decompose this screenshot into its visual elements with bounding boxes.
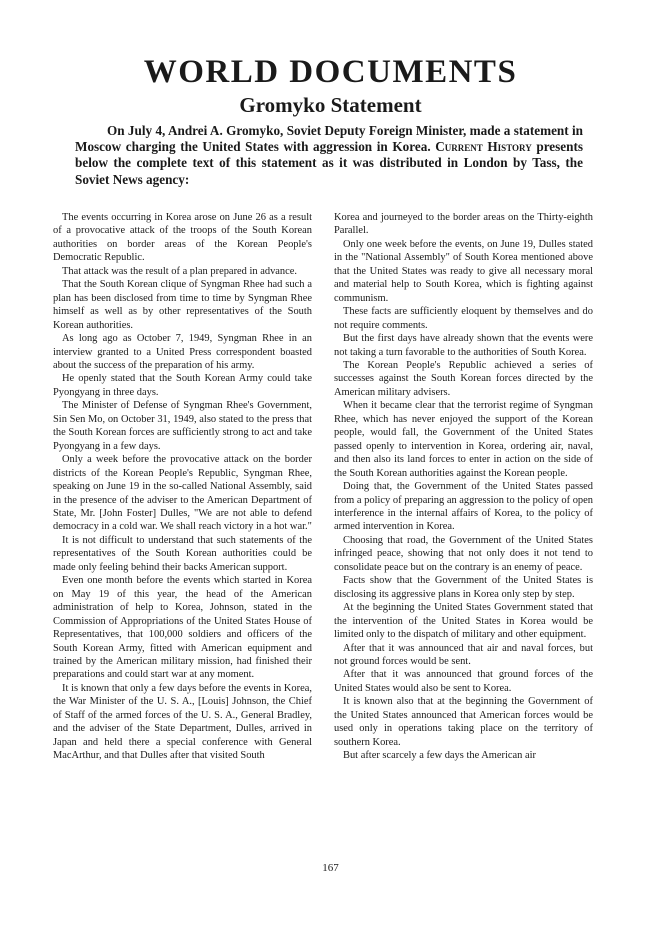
paragraph: Only a week before the provocative attack on the border districts of the Korean People's Republic, Syngman Rhee, speaking on June 19 in the so-called National Assembly, said in the presence of the adviser to the American Department of State, Mr. [John Foster] Dulles, "We are not able to defend democracy in a cold war. We shall reach victory in a hot war." xyxy=(53,454,312,533)
intro-text-part2: presents below the complete text of this statement as it was distributed in London by Tass, the Soviet News agency: xyxy=(75,139,584,187)
paragraph: The Korean People's Republic achieved a series of successes against the South Korean forces directed by the American military advisers. xyxy=(334,359,593,398)
paragraph: It is known that only a few days before the events in Korea, the War Minister of the U. S. A., [Louis] Johnson, the Chief of Staff of the armed forces of the U. S. A., General Bradley, and the adviser of the State Department, Dulles, arrived in Japan and held there a special conference with General MacArthur, and that Dulles after that visited South xyxy=(53,682,312,762)
paragraph: That attack was the result of a plan prepared in advance. xyxy=(62,265,298,277)
document-title: Gromyko Statement xyxy=(239,93,422,117)
paragraph: Even one month before the events which started in Korea on May 19 of this year, the head of the American administration of help to Korea, Johnson, stated in the Commission of Appropriations of the United States House of Representatives, that 100,000 soldiers and officers of the South Korean Army, fitted with American equipment and trained by the American military mission, had finished their preparations and could start war at any moment. xyxy=(53,575,312,681)
paragraph: As long ago as October 7, 1949, Syngman Rhee in an interview granted to a United Press correspondent boasted about the success of the preparation of his army. xyxy=(53,333,312,371)
section-title: WORLD DOCUMENTS xyxy=(143,54,518,90)
right-column xyxy=(334,211,593,763)
paragraph: It is not difficult to understand that such statements of the representatives of the South Korean authorities could be made only feeling behind their backs American support. xyxy=(53,534,312,573)
page-number: 167 xyxy=(322,862,339,874)
paragraph: When it became clear that the terrorist regime of Syngman Rhee, which has never enjoyed the support of the Korean people, would fall, the Government of the United States passed openly to intervention in Korea, ordering air, naval, and then also its land forces to enter in action on the side of the South Korean authorities against the Korean people. xyxy=(334,400,593,479)
paragraph: After that it was announced that ground forces of the United States would also be sent to Korea. xyxy=(334,669,593,694)
paragraph: Doing that, the Government of the United States passed from a policy of preparing an aggression to the policy of open interference in the internal affairs of Korea, to the policy of armed intervention in Korea. xyxy=(334,481,593,533)
paragraph: Only one week before the events, on June 19, Dulles stated in the "National Assembly" of South Korea mentioned above that the United States was ready to give all necessary moral and material help to South Korea, which is fighting against communism. xyxy=(334,238,593,304)
paragraph: After that it was announced that air and naval forces, but not ground forces would be sent. xyxy=(334,642,593,667)
paragraph: Facts show that the Government of the United States is disclosing its aggressive plans in Korea only step by step. xyxy=(334,575,593,600)
paragraph: That the South Korean clique of Syngman Rhee had such a plan has been disclosed from time to time by Syngman Rhee himself as well as by other representatives of the South Korean authorities. xyxy=(53,279,312,331)
paragraph: These facts are sufficiently eloquent by themselves and do not require comments. xyxy=(334,306,593,331)
paragraph: The events occurring in Korea arose on June 26 as a result of a provocative attack of the troops of the South Korean authorities on border areas of the Korean People's Democratic Republic. xyxy=(53,212,312,264)
publication-name: Current History xyxy=(435,139,532,155)
paragraph: He openly stated that the South Korean Army could take Pyongyang in three days. xyxy=(53,373,312,398)
paragraph: The Minister of Defense of Syngman Rhee's Government, Sin Sen Mo, on October 31, 1949, also stated to the press that the South Korean forces are sufficiently strong to act and take Pyongyang in a few days. xyxy=(53,400,312,452)
paragraph: Choosing that road, the Government of the United States infringed peace, showing that not only does it not tend to consolidate peace but on the contrary is an enemy of peace. xyxy=(334,534,593,573)
paragraph: But after scarcely a few days the American air xyxy=(343,750,537,762)
left-column xyxy=(53,211,312,763)
paragraph-continued: Korea and journeyed to the border areas on the Thirty-eighth Parallel. xyxy=(334,212,593,237)
intro-text-part1: On July 4, Andrei A. Gromyko, Soviet Deputy Foreign Minister, made a statement in Moscow charging the United States with aggression in Korea. xyxy=(75,123,583,155)
paragraph: At the beginning the United States Government stated that the intervention of the United States in Korea would be limited only to the dispatch of military and other equipment. xyxy=(334,602,593,641)
intro-paragraph xyxy=(75,123,583,188)
paragraph: It is known also that at the beginning the Government of the United States announced that American forces would be used only in operations taking place on the territory of southern Korea. xyxy=(334,696,593,748)
paragraph: But the first days have already shown that the events were not taking a turn favorable to the authorities of South Korea. xyxy=(334,333,593,358)
